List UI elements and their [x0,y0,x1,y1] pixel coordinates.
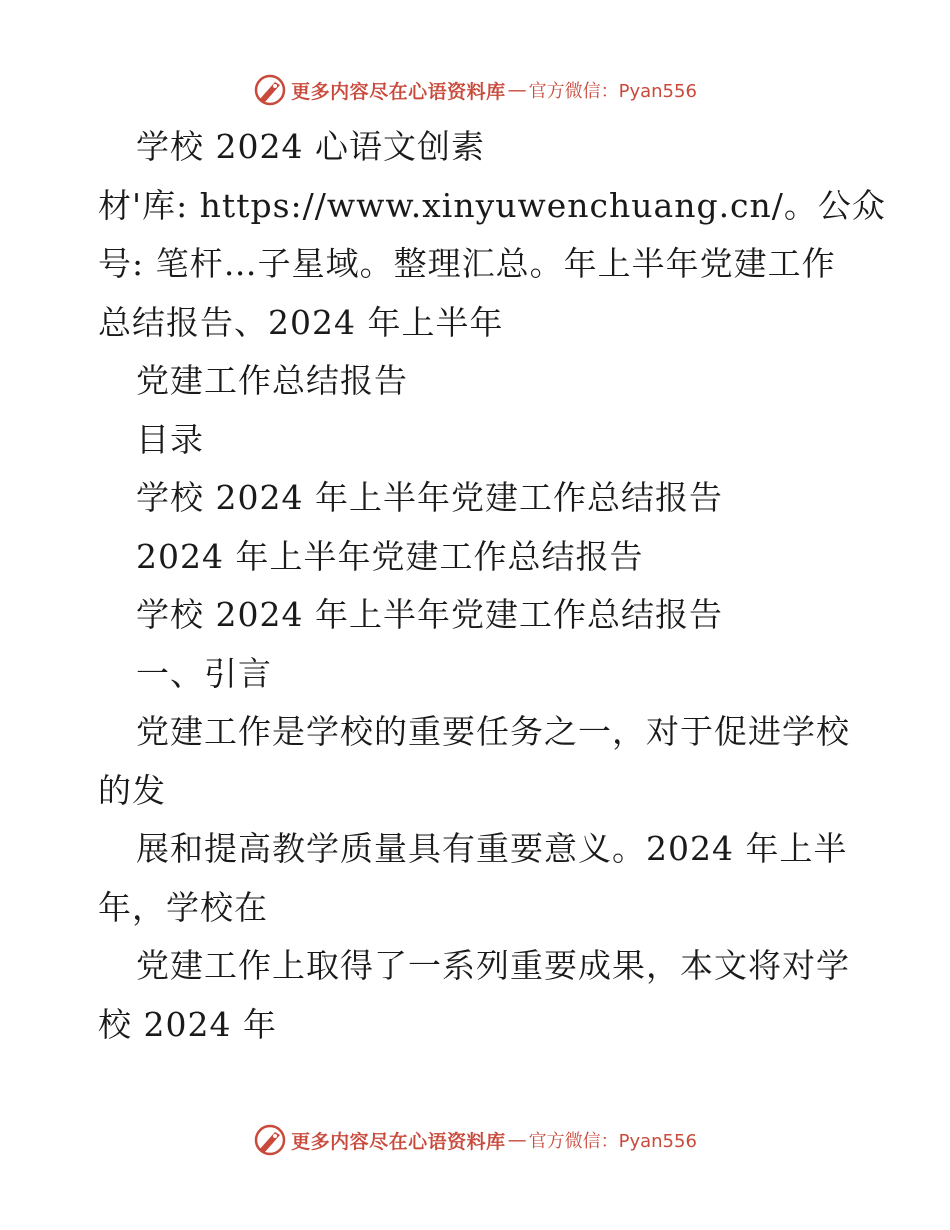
header-watermark [0,70,950,110]
body-line: 总结报告、2024 年上半年 [98,302,504,342]
section-heading-intro: 一、引言 [136,653,272,693]
paragraph-line: 展和提高教学质量具有重要意义。2024 年上半 [136,829,848,868]
paragraph-line: 的发 [98,770,166,810]
paragraph-line: 党建工作上取得了一系列重要成果，本文将对学 [136,946,850,985]
watermark-dash: — [507,79,527,101]
pen-nib-logo-icon [253,1123,287,1157]
watermark-main-text: 更多内容尽在心语资料库 [291,80,506,103]
watermark-wechat-text: 官方微信：Pyan556 [528,1131,697,1152]
toc-item: 学校 2024 年上半年党建工作总结报告 [136,478,723,517]
toc-heading: 目录 [136,419,204,459]
document-body [98,118,886,1054]
footer-watermark [0,1120,950,1160]
section-title: 学校 2024 年上半年党建工作总结报告 [136,595,723,634]
watermark-wechat-text: 官方微信：Pyan556 [528,81,697,102]
document-title-line: 党建工作总结报告 [136,361,408,400]
toc-item: 2024 年上半年党建工作总结报告 [136,536,644,576]
paragraph-line: 年，学校在 [98,887,268,927]
paragraph-line: 校 2024 年 [98,1004,277,1044]
body-line: 号: 笔杆…子星域。整理汇总。年上半年党建工作 [98,244,836,283]
watermark-dash: — [507,1129,527,1151]
pen-nib-logo-icon [253,73,287,107]
paragraph-line: 党建工作是学校的重要任务之一，对于促进学校 [136,712,850,751]
body-line: 学校 2024 心语文创素 [136,127,485,166]
watermark-main-text: 更多内容尽在心语资料库 [291,1130,506,1153]
body-line: 材'库: https://www.xinyuwenchuang.cn/。公众 [98,185,886,225]
